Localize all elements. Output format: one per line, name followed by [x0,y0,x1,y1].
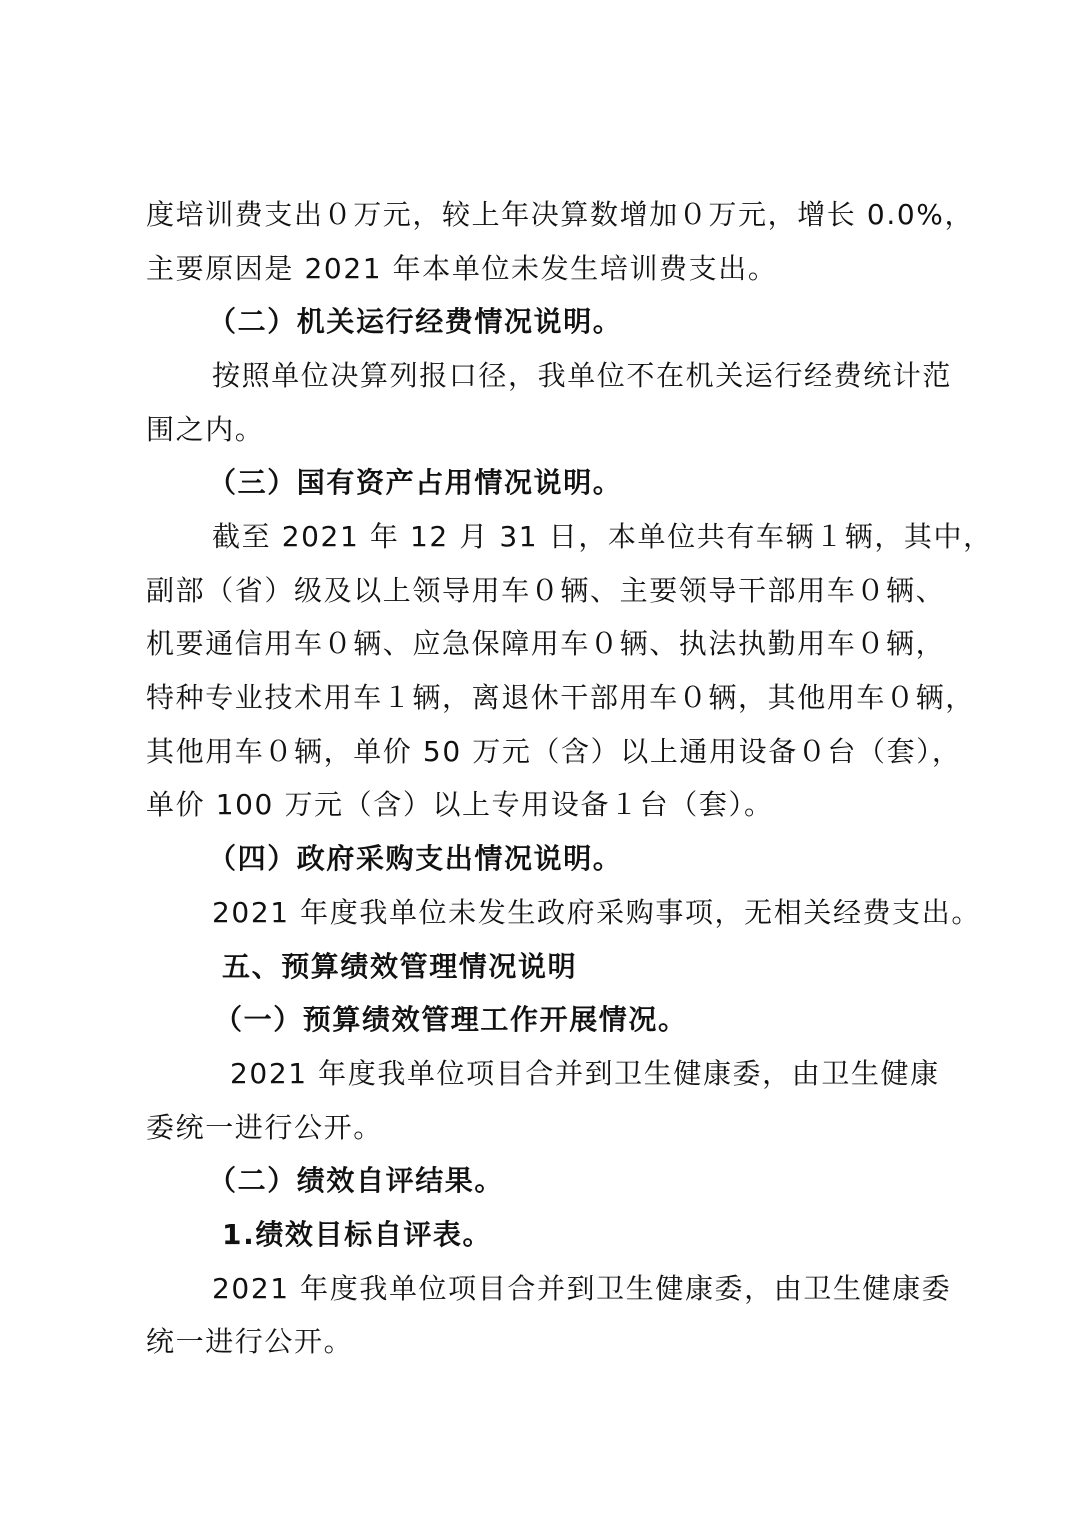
body-text-line: 单价 100 万元（含）以上专用设备１台（套）。 [146,788,774,821]
section-heading: （二）机关运行经费情况说明。 [208,305,623,338]
body-text-line: 度培训费支出０万元，较上年决算数增加０万元，增长 0.0%， [146,198,975,231]
section-heading: （四）政府采购支出情况说明。 [208,842,623,875]
body-text-line: 2021 年度我单位项目合并到卫生健康委，由卫生健康 [230,1057,940,1090]
body-text-line: 截至 2021 年 12 月 31 日，本单位共有车辆１辆，其中， [212,520,993,553]
body-text-line: 主要原因是 2021 年本单位未发生培训费支出。 [146,252,778,285]
body-text-line: 特种专业技术用车１辆，离退休干部用车０辆，其他用车０辆， [146,681,975,714]
section-heading: （三）国有资产占用情况说明。 [208,466,623,499]
body-text-line: 副部（省）级及以上领导用车０辆、主要领导干部用车０辆、 [146,574,946,607]
body-text-line: 围之内。 [146,413,265,446]
body-text-line: 委统一进行公开。 [146,1111,383,1144]
body-text-line: 2021 年度我单位项目合并到卫生健康委，由卫生健康委 [212,1272,952,1305]
section-heading: （一）预算绩效管理工作开展情况。 [214,1003,688,1036]
body-text-line: 按照单位决算列报口径，我单位不在机关运行经费统计范 [212,359,953,392]
section-heading: 1.绩效目标自评表。 [222,1218,493,1251]
body-text-line: 统一进行公开。 [146,1325,354,1358]
section-heading: 五、预算绩效管理情况说明 [222,950,578,983]
body-text-line: 2021 年度我单位未发生政府采购事项，无相关经费支出。 [212,896,981,929]
body-text-line: 机要通信用车０辆、应急保障用车０辆、执法执勤用车０辆， [146,627,946,660]
body-text-line: 其他用车０辆，单价 50 万元（含）以上通用设备０台（套）， [146,735,962,768]
section-heading: （二）绩效自评结果。 [208,1164,505,1197]
